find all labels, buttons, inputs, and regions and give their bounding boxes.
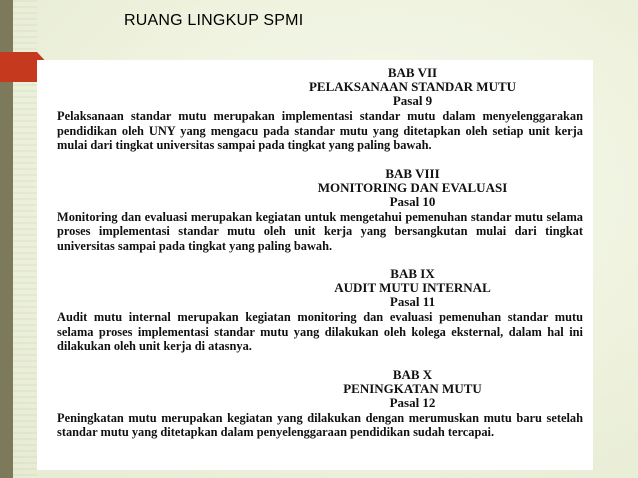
section-text: Pelaksanaan standar mutu merupakan implementasi standar mutu dalam menyelenggarakan pendidikan oleh UNY yang mengacu pada standar mutu yang ditetapkan oleh setiap unit kerja mulai dari tingkat universitas sampai pada tingkat yang paling bawah.	[57, 109, 583, 152]
bab-heading: AUDIT MUTU INTERNAL	[334, 280, 491, 295]
section-header	[57, 368, 583, 410]
slide-title: RUANG LINGKUP SPMI	[124, 12, 304, 29]
bab-heading: PENINGKATAN MUTU	[343, 380, 482, 396]
section-bab-x	[57, 368, 583, 440]
bab-label: BAB VIII	[385, 165, 440, 181]
bab-heading: MONITORING DAN EVALUASI	[317, 179, 508, 195]
section-text: Audit mutu internal merupakan kegiatan monitoring dan evaluasi pemenuhan standar mutu selama proses implementasi standar mutu yang dilakukan oleh kolega eksternal, dalam hal ini dilakukan oleh unit kerja di atasnya.	[57, 310, 583, 353]
bab-heading: PELAKSANAAN STANDAR MUTU	[308, 79, 517, 94]
bab-label: BAB IX	[390, 266, 435, 281]
pasal-label: Pasal 10	[389, 193, 436, 209]
document-image	[37, 60, 593, 470]
section-text: Monitoring dan evaluasi merupakan kegiatan untuk mengetahui pemenuhan standar mutu selama proses implementasi standar mutu oleh unit kerja yang bersangkutan mulai dari tingkat universitas sampai pada tingkat yang paling bawah.	[57, 209, 583, 253]
bab-label: BAB X	[392, 366, 433, 382]
section-text: Peningkatan mutu merupakan kegiatan yang dilakukan dengan merumuskan mutu baru setelah standar mutu yang ditetapkan dalam penyelenggaraan pendidikan sudah tercapai.	[57, 410, 583, 439]
bab-label: BAB VII	[387, 65, 438, 80]
section-header	[57, 167, 583, 209]
section-bab-vii	[57, 66, 583, 153]
section-bab-viii	[57, 167, 583, 254]
section-header	[57, 66, 583, 108]
pasal-label: Pasal 12	[389, 394, 436, 410]
pasal-label: Pasal 9	[392, 93, 433, 108]
red-accent-tab	[0, 52, 37, 82]
section-bab-ix	[57, 267, 583, 354]
section-header	[57, 267, 583, 309]
pasal-label: Pasal 11	[389, 294, 436, 309]
